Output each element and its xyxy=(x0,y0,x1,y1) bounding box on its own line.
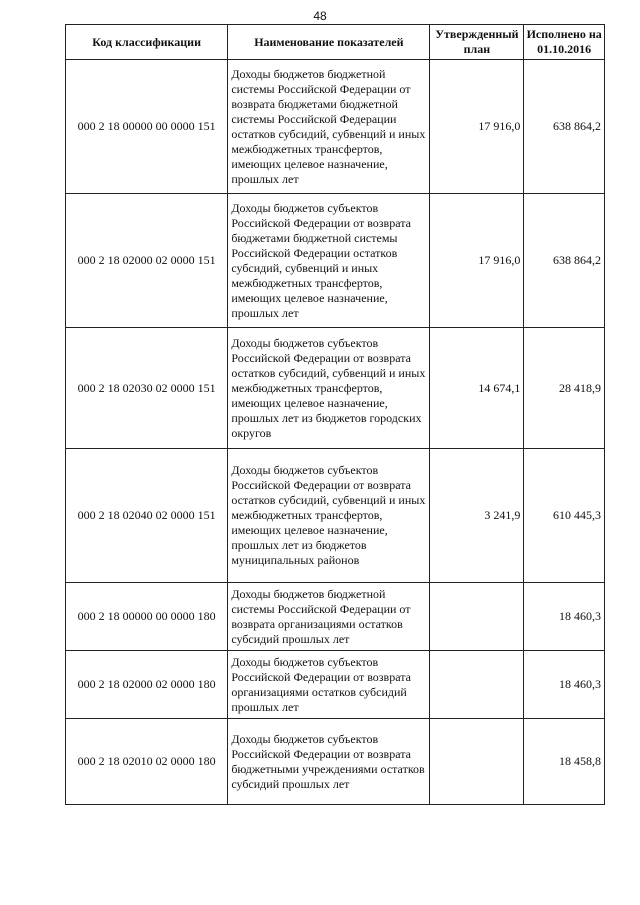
table-header-row xyxy=(66,25,605,60)
row-name: Доходы бюджетов бюджетной системы Российской Федерации от возврата организациями остатков субсидий прошлых лет xyxy=(228,583,430,651)
row-plan xyxy=(430,719,524,805)
row-done: 18 458,8 xyxy=(524,719,605,805)
row-done: 638 864,2 xyxy=(524,194,605,328)
page-number: 48 xyxy=(313,9,327,23)
row-plan: 17 916,0 xyxy=(430,194,524,328)
table-row xyxy=(66,328,605,449)
row-done: 638 864,2 xyxy=(524,60,605,194)
header-done: Исполнено на 01.10.2016 xyxy=(524,25,605,60)
row-code: 000 2 18 02030 02 0000 151 xyxy=(66,328,228,449)
row-plan: 17 916,0 xyxy=(430,60,524,194)
row-name: Доходы бюджетов субъектов Российской Федерации от возврата бюджетными учреждениями остатков субсидий прошлых лет xyxy=(228,719,430,805)
table-row xyxy=(66,194,605,328)
budget-income-table xyxy=(65,24,605,805)
table-row xyxy=(66,449,605,583)
table-row xyxy=(66,719,605,805)
header-name: Наименование показателей xyxy=(228,25,430,60)
table-row xyxy=(66,651,605,719)
row-code: 000 2 18 02000 02 0000 151 xyxy=(66,194,228,328)
row-name: Доходы бюджетов субъектов Российской Федерации от возврата остатков субсидий, субвенций и иных межбюджетных трансфертов, имеющих целевое назначение, прошлых лет из бюджетов муниципальных районов xyxy=(228,449,430,583)
row-plan: 3 241,9 xyxy=(430,449,524,583)
row-code: 000 2 18 00000 00 0000 180 xyxy=(66,583,228,651)
row-done: 18 460,3 xyxy=(524,651,605,719)
table-row xyxy=(66,60,605,194)
row-code: 000 2 18 02040 02 0000 151 xyxy=(66,449,228,583)
row-name: Доходы бюджетов бюджетной системы Российской Федерации от возврата бюджетами бюджетной системы Российской Федерации остатков субсидий, субвенций и иных межбюджетных трансфертов, имеющих целевое назначение, прошлых лет xyxy=(228,60,430,194)
row-name: Доходы бюджетов субъектов Российской Федерации от возврата бюджетами бюджетной системы Российской Федерации остатков субсидий, субвенций и иных межбюджетных трансфертов, имеющих целевое назначение, прошлых лет xyxy=(228,194,430,328)
header-plan: Утвержденный план xyxy=(430,25,524,60)
row-done: 28 418,9 xyxy=(524,328,605,449)
row-done: 610 445,3 xyxy=(524,449,605,583)
row-plan xyxy=(430,651,524,719)
row-code: 000 2 18 00000 00 0000 151 xyxy=(66,60,228,194)
row-done: 18 460,3 xyxy=(524,583,605,651)
row-name: Доходы бюджетов субъектов Российской Федерации от возврата организациями остатков субсидий прошлых лет xyxy=(228,651,430,719)
row-plan: 14 674,1 xyxy=(430,328,524,449)
row-name: Доходы бюджетов субъектов Российской Федерации от возврата остатков субсидий, субвенций и иных межбюджетных трансфертов, имеющих целевое назначение, прошлых лет из бюджетов городских округов xyxy=(228,328,430,449)
row-code: 000 2 18 02010 02 0000 180 xyxy=(66,719,228,805)
row-code: 000 2 18 02000 02 0000 180 xyxy=(66,651,228,719)
table-row xyxy=(66,583,605,651)
row-plan xyxy=(430,583,524,651)
header-code: Код классификации xyxy=(66,25,228,60)
